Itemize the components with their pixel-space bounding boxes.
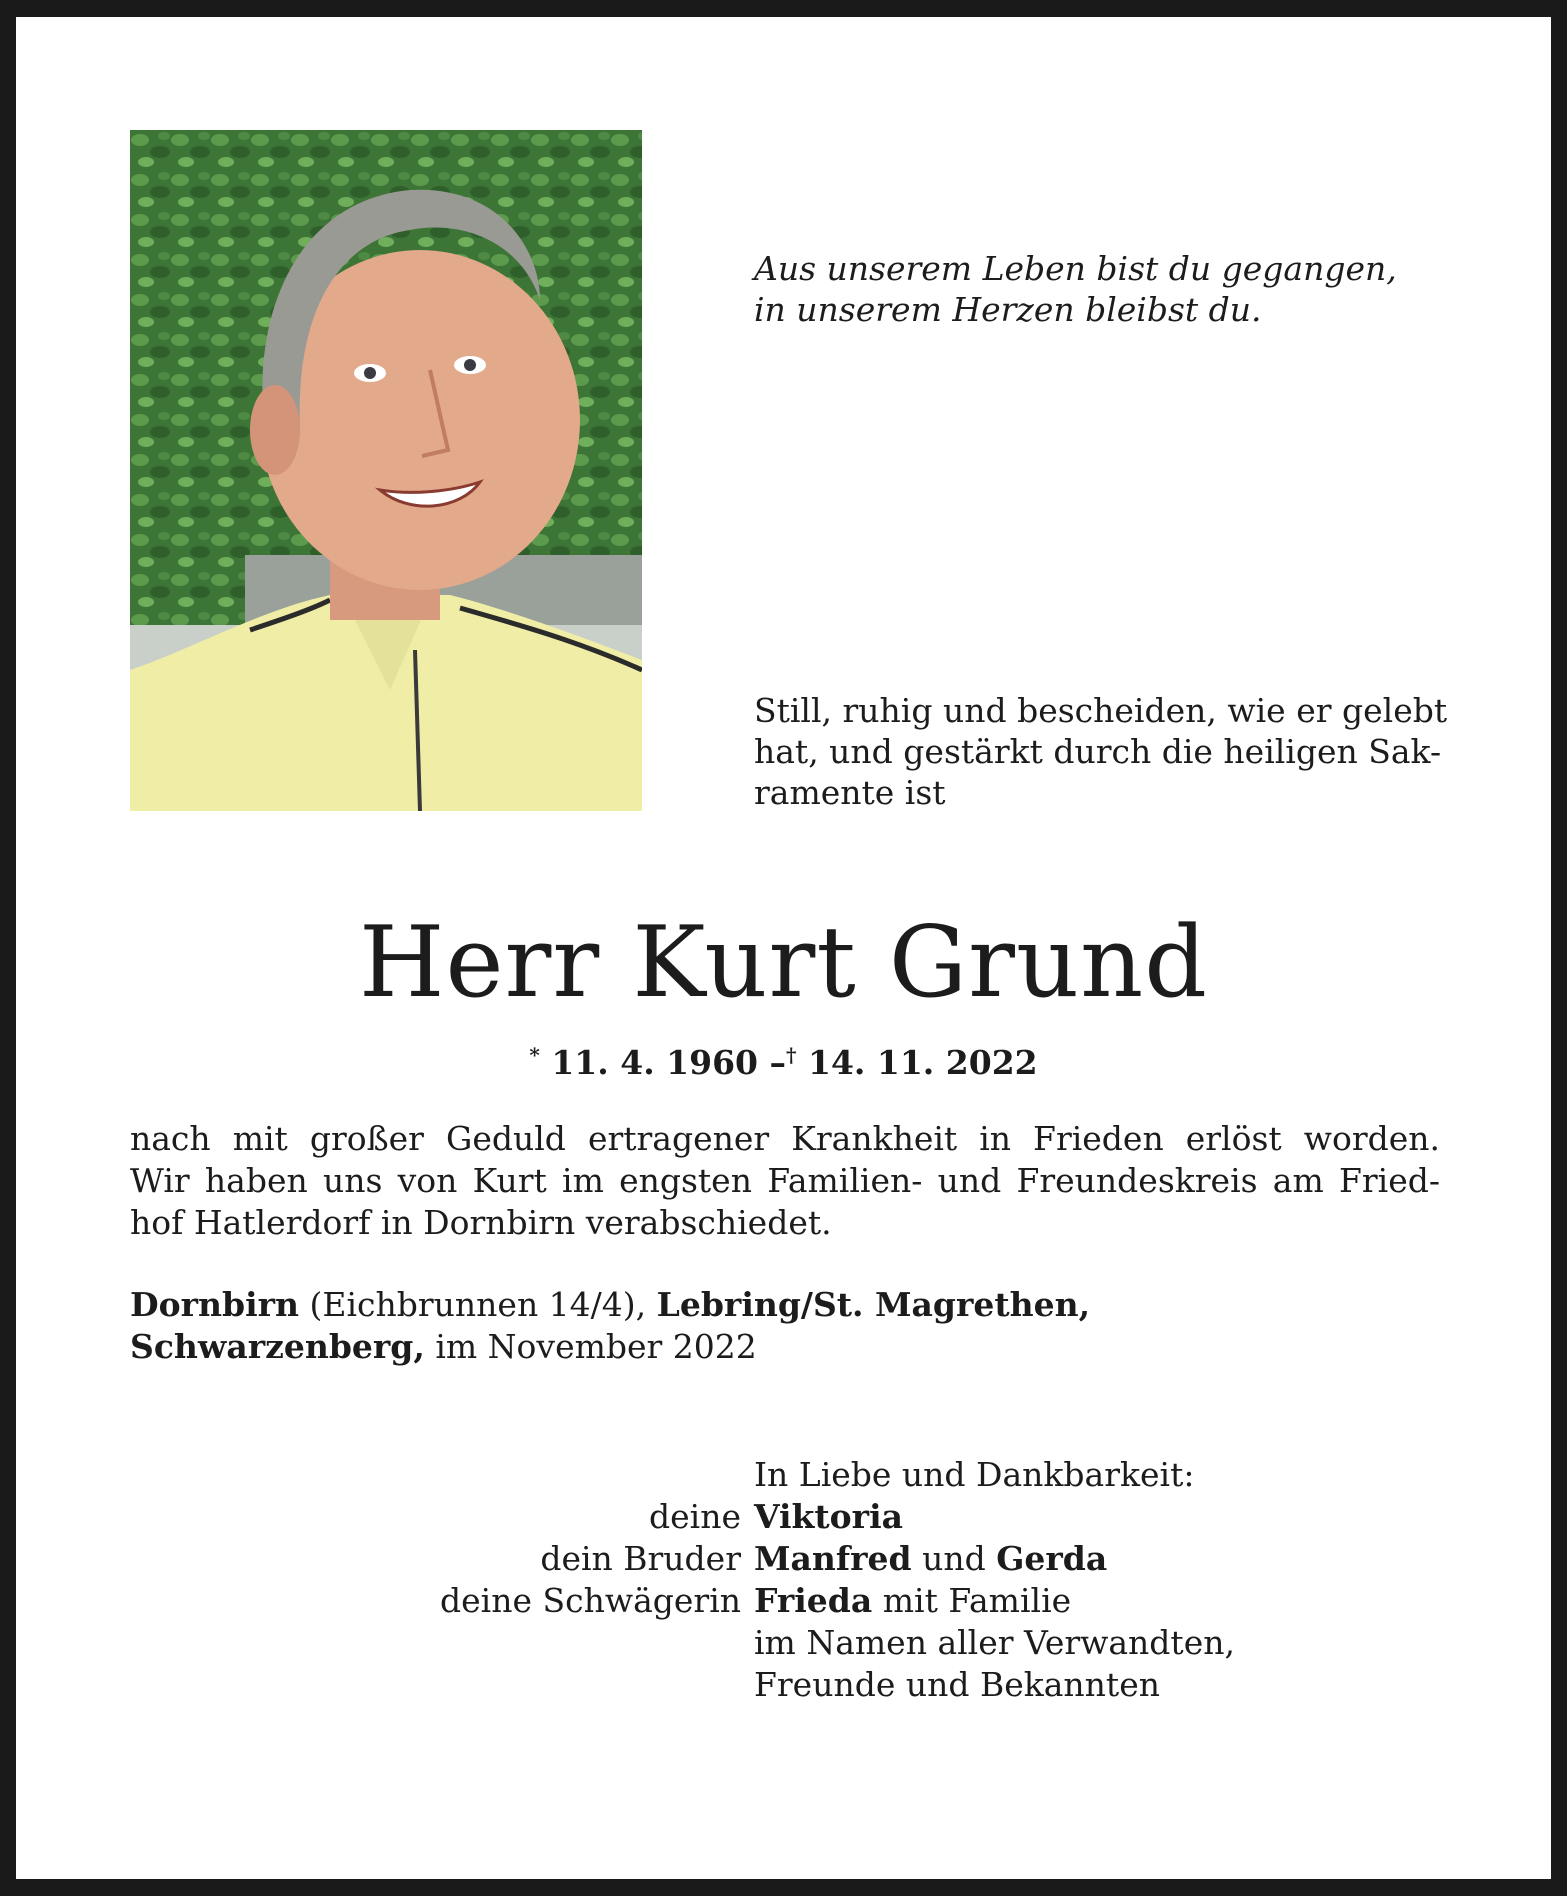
life-dates <box>0 1032 1567 1086</box>
signature-row <box>0 1538 1567 1580</box>
intro-line: Still, ruhig und bescheiden, wie er gelebt <box>754 691 1448 730</box>
relation: deine Schwägerin <box>440 1581 741 1620</box>
suffix: mit Familie <box>882 1581 1072 1620</box>
relation: deine <box>649 1497 741 1536</box>
connector: und <box>922 1539 986 1578</box>
deceased-name: Herr Kurt Grund <box>359 906 1208 1020</box>
date-separator: – <box>769 1043 787 1082</box>
death-date: 14. 11. 2022 <box>807 1043 1038 1082</box>
quote-line: Aus unserem Leben bist du gegangen, <box>754 249 1397 288</box>
mourner-name: Manfred <box>754 1539 912 1578</box>
death-symbol: † <box>786 1043 797 1067</box>
closing-text: Freunde und Bekannten <box>754 1665 1160 1704</box>
signatures <box>0 1496 1567 1706</box>
place-schwarzenberg: Schwarzenberg, <box>130 1327 425 1366</box>
place-dornbirn: Dornbirn <box>130 1285 299 1324</box>
closing-line <box>0 1622 1567 1664</box>
mourner-name: Frieda <box>754 1581 873 1620</box>
closing-line <box>0 1664 1567 1706</box>
birth-date: 11. 4. 1960 <box>551 1043 759 1082</box>
intro-line: hat, und gestärkt durch die heiligen Sak- <box>754 732 1442 771</box>
intro-text <box>754 690 1447 813</box>
body-line: nach mit großer Geduld ertragener Krankheit in Frieden erlöst worden. <box>130 1119 1440 1158</box>
mourner-name: Viktoria <box>754 1497 903 1536</box>
closing-text: im Namen aller Verwandten, <box>754 1623 1235 1662</box>
body-line: Wir haben uns von Kurt im engsten Familien- und Freundeskreis am Fried- <box>130 1161 1440 1200</box>
signature-row <box>0 1580 1567 1622</box>
birth-symbol: * <box>529 1043 540 1067</box>
quote-line: in unserem Herzen bleibst du. <box>754 290 1262 329</box>
address: (Eichbrunnen 14/4), <box>309 1285 647 1324</box>
quote-verse <box>754 248 1397 330</box>
portrait-photo <box>130 130 642 811</box>
announcement-date: im November 2022 <box>435 1327 757 1366</box>
place-lebring: Lebring/St. Magrethen, <box>656 1285 1091 1324</box>
signature-row <box>0 1496 1567 1538</box>
location-date <box>130 1284 1090 1368</box>
intro-line: ramente ist <box>754 773 946 812</box>
body-line: hof Hatlerdorf in Dornbirn verabschiedet. <box>130 1203 832 1242</box>
announcement-body <box>130 1118 1440 1244</box>
mourner-name: Gerda <box>996 1539 1108 1578</box>
thanks-heading: In Liebe und Dankbarkeit: <box>754 1455 1195 1494</box>
relation: dein Bruder <box>540 1539 741 1578</box>
